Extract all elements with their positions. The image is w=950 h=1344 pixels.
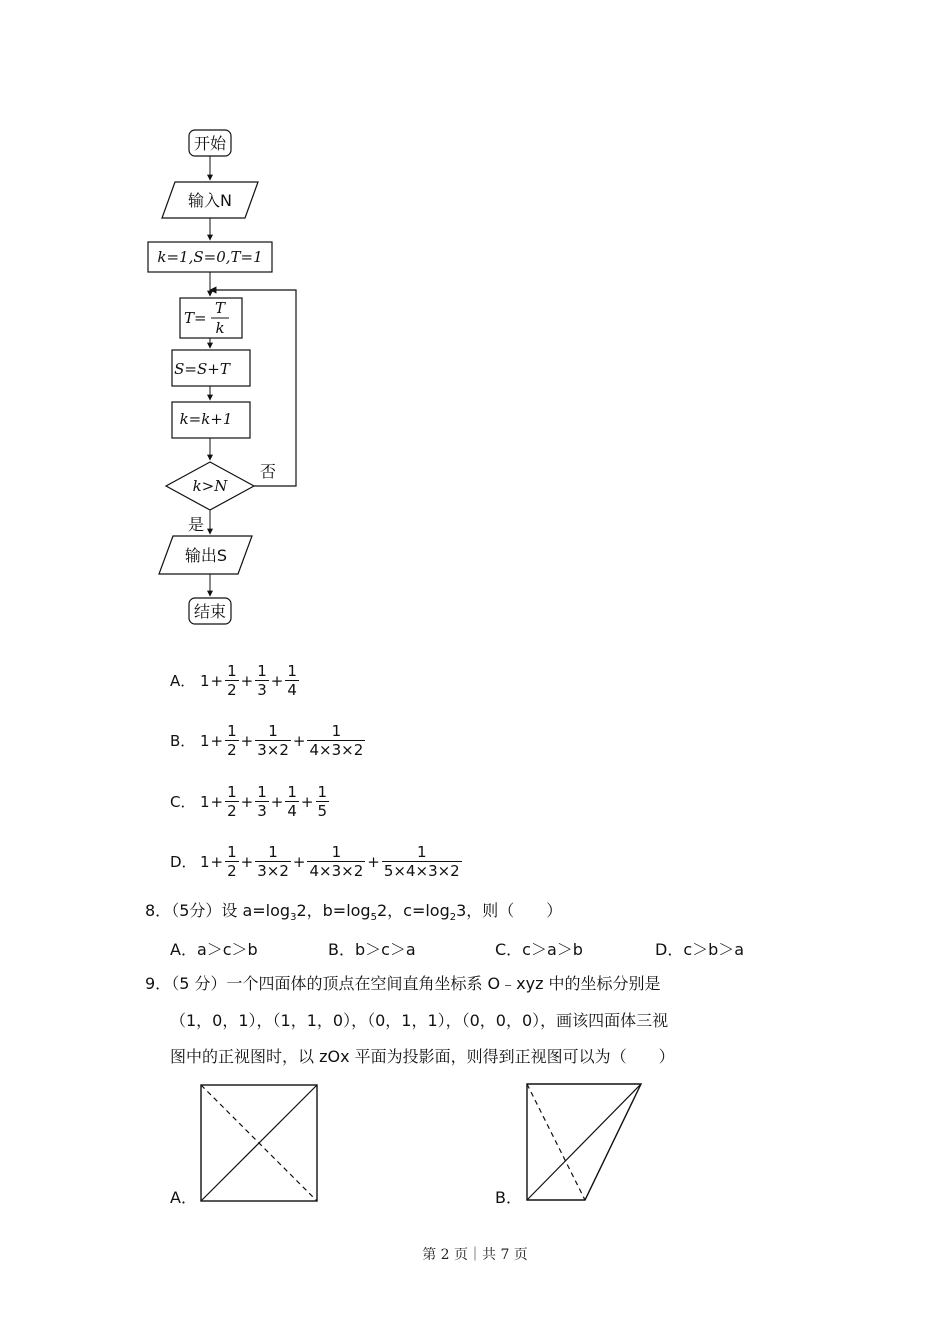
q9-choice-a-figure[interactable] <box>198 1082 322 1204</box>
q8-choice-b[interactable]: B．b＞c＞a <box>328 940 416 959</box>
fraction: $\frac{1}{2}$ <box>227 783 237 820</box>
term: 1 <box>200 671 210 690</box>
question-9-line-1: 9．（5 分）一个四面体的顶点在空间直角坐标系 O﹣xyz 中的坐标分别是 <box>145 974 661 993</box>
yes-label: 是 <box>188 515 205 534</box>
option-letter: B． <box>170 732 196 750</box>
fraction: $\frac{1}{4\times 3\times 2}$ <box>309 843 364 880</box>
term: 1 <box>200 852 210 871</box>
q7-option-d[interactable]: D． 1 + $\frac{1}{2}$ + $\frac{1}{3\times 2}$ + $\frac{1}{4\times 3\times 2}$ + $\frac{1}{5\times 4\times 3\times 2}$ <box>170 843 460 880</box>
option-letter: C． <box>170 793 196 811</box>
end-label: 结束 <box>193 602 227 621</box>
question-9-line-2: （1，0，1），（1，1，0），（0，1，1），（0，0，0），画该四面体三视 <box>170 1011 669 1030</box>
step-k-label: k=k+1 <box>179 410 233 428</box>
q7-option-b[interactable]: B． 1 + $\frac{1}{2}$ + $\frac{1}{3\times 2}$ + $\frac{1}{4\times 3\times 2}$ <box>170 722 364 759</box>
option-letter: D． <box>170 853 197 871</box>
option-letter: A． <box>170 672 196 690</box>
start-label: 开始 <box>193 134 227 153</box>
step-t-numerator: T <box>214 299 226 317</box>
q9-choice-a-label[interactable]: A． <box>170 1188 197 1207</box>
fraction: $\frac{1}{2}$ <box>227 843 237 880</box>
fraction: $\frac{1}{3}$ <box>257 783 267 820</box>
q8-choice-a[interactable]: A．a＞c＞b <box>170 940 258 959</box>
q8-choice-c[interactable]: C．c＞a＞b <box>495 940 583 959</box>
input-label: 输入N <box>188 191 232 210</box>
fraction: $\frac{1}{2}$ <box>227 722 237 759</box>
fraction: $\frac{1}{4}$ <box>287 662 297 699</box>
fraction: $\frac{1}{3\times 2}$ <box>257 843 289 880</box>
question-8: 8．（5分）设 $a=\log_32$，$b=\log_52$，$c=\log_23$，则（ ） <box>145 901 563 924</box>
step-t-denominator: k <box>215 319 225 337</box>
question-9-line-3: 图中的正视图时，以 zOx 平面为投影面，则得到正视图可以为（ ） <box>170 1047 675 1066</box>
question-score: （5分） <box>171 901 222 920</box>
init-label: k=1,S=0,T=1 <box>157 248 263 266</box>
page-footer: 第 2 页｜共 7 页 <box>422 1247 528 1263</box>
step-s-label: S=S+T <box>174 360 230 378</box>
q7-option-c[interactable]: C． 1 + $\frac{1}{2}$ + $\frac{1}{3}$ + $\frac{1}{4}$ + $\frac{1}{5}$ <box>170 783 328 820</box>
fraction: $\frac{1}{3}$ <box>257 662 267 699</box>
output-label: 输出S <box>184 546 228 565</box>
q8-choice-d[interactable]: D．c＞b＞a <box>655 940 745 959</box>
fraction: $\frac{1}{3\times 2}$ <box>257 722 289 759</box>
algorithm-flowchart <box>140 120 310 630</box>
q9-choice-b-figure[interactable] <box>523 1080 647 1204</box>
q7-option-a[interactable]: A． 1 + $\frac{1}{2}$ + $\frac{1}{3}$ + $\frac{1}{4}$ <box>170 662 297 699</box>
question-number: 8． <box>145 901 172 920</box>
fraction: $\frac{1}{5}$ <box>317 783 328 820</box>
no-label: 否 <box>260 462 277 481</box>
q9-choice-b-label[interactable]: B． <box>495 1188 522 1207</box>
term: 1 <box>200 792 210 811</box>
condition-label: k>N <box>192 477 228 495</box>
fraction: $\frac{1}{4\times 3\times 2}$ <box>309 722 364 759</box>
step-t-lhs: T= <box>184 309 207 327</box>
question-number: 9． <box>145 974 172 993</box>
fraction: $\frac{1}{2}$ <box>227 662 237 699</box>
term: 1 <box>200 731 210 750</box>
fraction: $\frac{1}{4}$ <box>287 783 297 820</box>
fraction: $\frac{1}{5\times 4\times 3\times 2}$ <box>383 843 460 880</box>
